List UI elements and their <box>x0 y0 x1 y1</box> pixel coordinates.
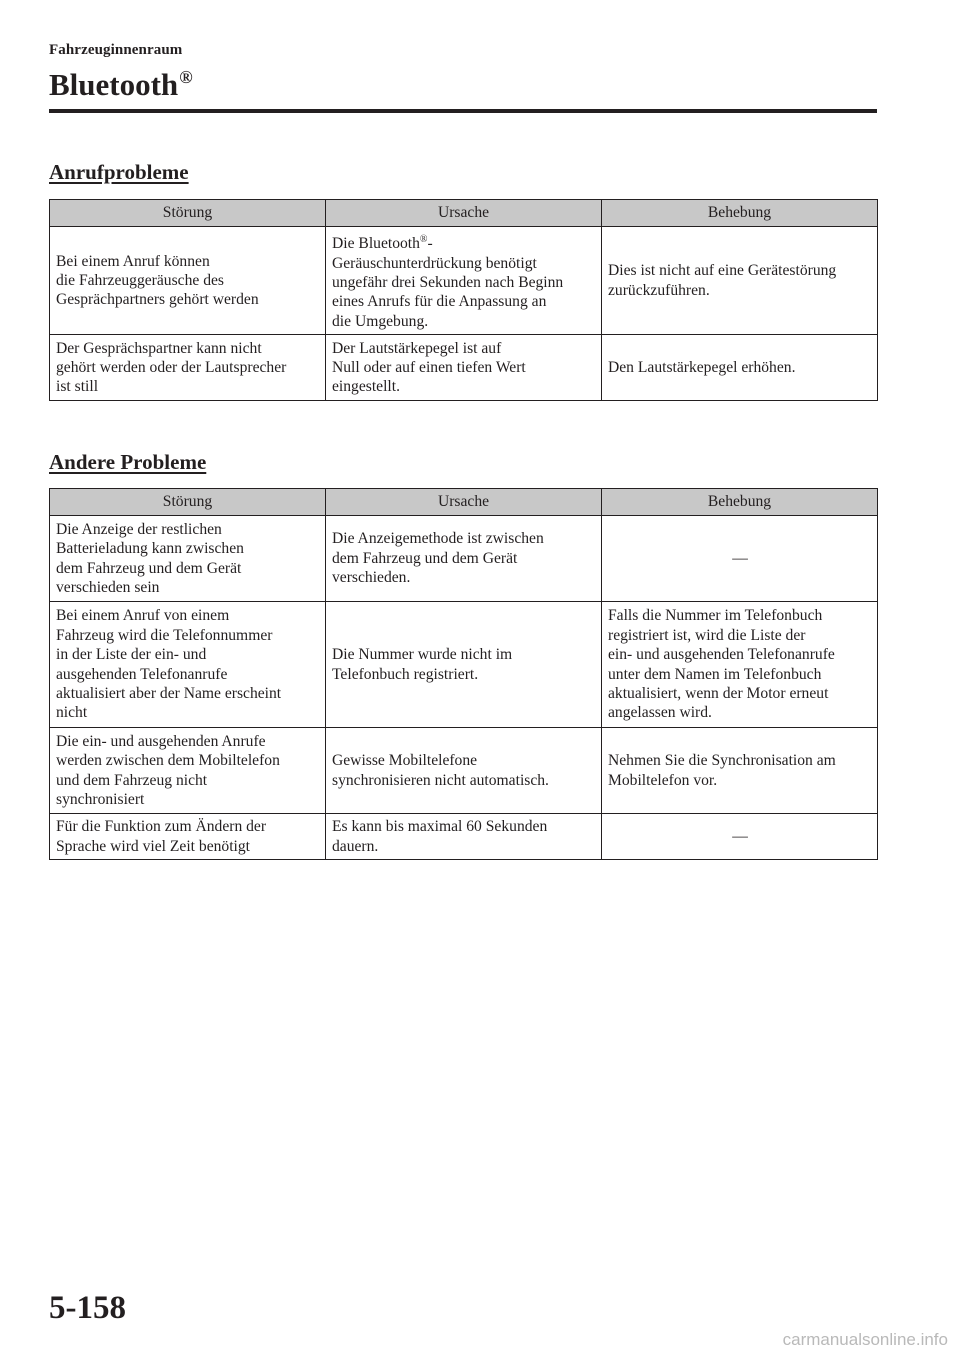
cell-stoerung: Für die Funktion zum Ändern der Sprache wird viel Zeit benötigt <box>50 814 326 860</box>
table-row <box>50 516 878 602</box>
cell-stoerung: Bei einem Anruf können die Fahrzeuggeräusche des Gesprächpartners gehört werden <box>50 227 326 335</box>
column-header-stoerung: Störung <box>50 200 326 227</box>
column-header-ursache: Ursache <box>326 200 602 227</box>
cell-stoerung: Der Gesprächspartner kann nicht gehört werden oder der Lautsprecher ist still <box>50 335 326 401</box>
column-header-stoerung: Störung <box>50 489 326 516</box>
table-row <box>50 814 878 860</box>
table-header-row <box>50 200 878 227</box>
section-heading-andere-probleme: Andere Probleme <box>49 450 207 474</box>
page-title-text: Bluetooth <box>49 67 179 102</box>
cell-ursache: Gewisse Mobiltelefone synchronisieren nicht automatisch. <box>326 728 602 814</box>
page-number: 5-158 <box>49 1290 126 1326</box>
cell-ursache: Der Lautstärkepegel ist auf Null oder auf einen tiefen Wert eingestellt. <box>326 335 602 401</box>
cell-stoerung: Die Anzeige der restlichen Batterieladung kann zwischen dem Fahrzeug und dem Gerät verschieden sein <box>50 516 326 602</box>
cell-stoerung: Bei einem Anruf von einem Fahrzeug wird die Telefonnummer in der Liste der ein- und ausgehenden Telefonanrufe aktualisiert aber der Name erscheint nicht <box>50 602 326 728</box>
cell-ursache <box>326 227 602 335</box>
cell-behebung: — <box>602 516 878 602</box>
cell-ursache: Die Anzeigemethode ist zwischen dem Fahrzeug und dem Gerät verschieden. <box>326 516 602 602</box>
cell-behebung: Den Lautstärkepegel erhöhen. <box>602 335 878 401</box>
cell-behebung: Nehmen Sie die Synchronisation am Mobiltelefon vor. <box>602 728 878 814</box>
watermark: carmanualsonline.info <box>782 1330 948 1349</box>
column-header-ursache: Ursache <box>326 489 602 516</box>
registered-mark: ® <box>419 234 428 245</box>
table-anrufprobleme <box>49 199 878 401</box>
cell-stoerung: Die ein- und ausgehenden Anrufe werden zwischen dem Mobiltelefon und dem Fahrzeug nicht synchronisiert <box>50 728 326 814</box>
cell-ursache: Es kann bis maximal 60 Sekunden dauern. <box>326 814 602 860</box>
cell-ursache-post: - Geräuschunterdrückung benötigt ungefähr drei Sekunden nach Beginn eines Anrufs für die Anpassung an die Umgebung. <box>332 235 564 330</box>
column-header-behebung: Behebung <box>602 200 878 227</box>
table-header-row <box>50 489 878 516</box>
section-heading-anrufprobleme: Anrufprobleme <box>49 160 189 184</box>
header-rule <box>49 109 877 113</box>
page-title <box>49 57 193 105</box>
cell-ursache: Die Nummer wurde nicht im Telefonbuch registriert. <box>326 602 602 728</box>
chapter-label: Fahrzeuginnenraum <box>49 42 183 58</box>
cell-behebung: Falls die Nummer im Telefonbuch registriert ist, wird die Liste der ein- und ausgehenden Telefonanrufe unter dem Namen im Telefonbuch aktualisiert, wenn der Motor erneut angelassen wird. <box>602 602 878 728</box>
table-andere-probleme <box>49 488 878 860</box>
table-row <box>50 227 878 335</box>
registered-mark: ® <box>179 67 193 87</box>
cell-behebung: Dies ist nicht auf eine Gerätestörung zurückzuführen. <box>602 227 878 335</box>
table-row <box>50 335 878 401</box>
cell-ursache-pre: Die Bluetooth <box>332 235 420 253</box>
cell-behebung: — <box>602 814 878 860</box>
table-row <box>50 728 878 814</box>
column-header-behebung: Behebung <box>602 489 878 516</box>
table-row <box>50 602 878 728</box>
